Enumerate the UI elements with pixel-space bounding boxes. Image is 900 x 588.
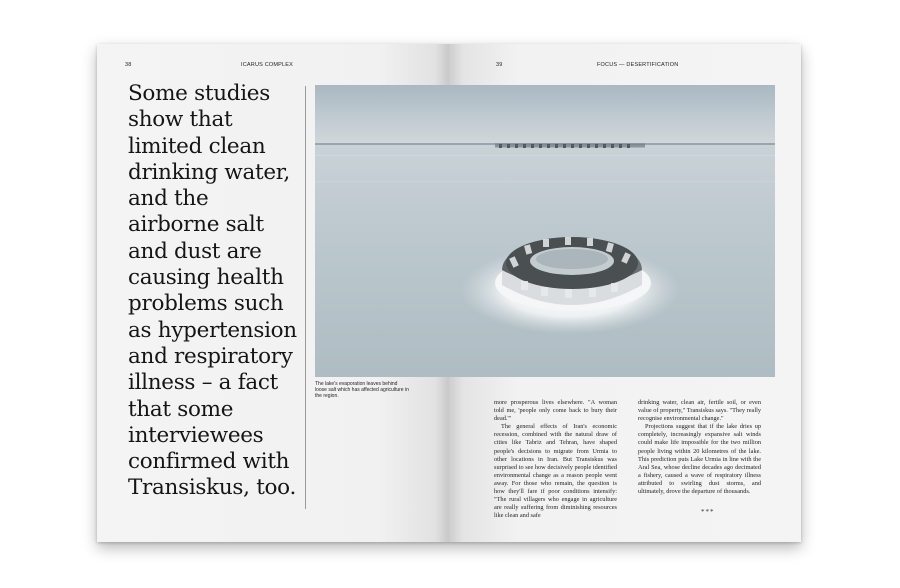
paragraph: The general effects of Iran's economic recession, combined with the natural draw of cities like Tabriz and Tehran, have shaped people's decisions to migrate from Urmia to other locations in Iran. But Transiskus was surprised to see how decisively people identified environmental change as a reason people went away. For those who remain, the question is how they'll fare if poor conditions intensify: "The rural villagers who engage in agriculture are really suffering from diminishing resources like clean and safe	[494, 423, 617, 520]
running-head-right: FOCUS — DESERTIFICATION	[597, 62, 679, 68]
tire-on-salt-flat-photo	[315, 85, 775, 377]
vertical-rule	[305, 86, 306, 509]
photo-caption: The lake's evaporation leaves behind loose salt which has affected agriculture in the region.	[315, 381, 409, 399]
page-number-right: 39	[496, 62, 503, 68]
tire	[502, 237, 642, 305]
paragraph: Projections suggest that if the lake dries up completely, increasingly expansive salt winds could make life impossible for the two million people living within 20 kilometres of the lake. This prediction puts Lake Urmia in line with the Aral Sea, whose decline decades ago decimated a fishery, caused a wave of respiratory illness attributed to swirling dust storms, and ultimately, drove the departure of thousands.	[638, 423, 761, 496]
page-number-left: 38	[125, 62, 132, 68]
paragraph: more prosperous lives elsewhere. "A woman told me, 'people only come back to bury their dead.'"	[494, 399, 617, 423]
body-column-1	[494, 399, 617, 520]
body-column-2	[638, 399, 761, 496]
paragraph: drinking water, clean air, fertile soil, or even value of property," Transiskus says. "They really recognise environmental change."	[638, 399, 761, 423]
photo-illustration	[315, 85, 775, 377]
running-head-left: ICARUS COMPLEX	[241, 62, 294, 68]
magazine-spread	[97, 44, 801, 542]
end-mark: ***	[701, 508, 715, 516]
pull-quote: Some studies show that limited clean drinking water, and the airborne salt and dust are causing health problems such as hypertension and respiratory illness – a fact that some interviewees confirmed with Transiskus, too.	[128, 81, 297, 501]
